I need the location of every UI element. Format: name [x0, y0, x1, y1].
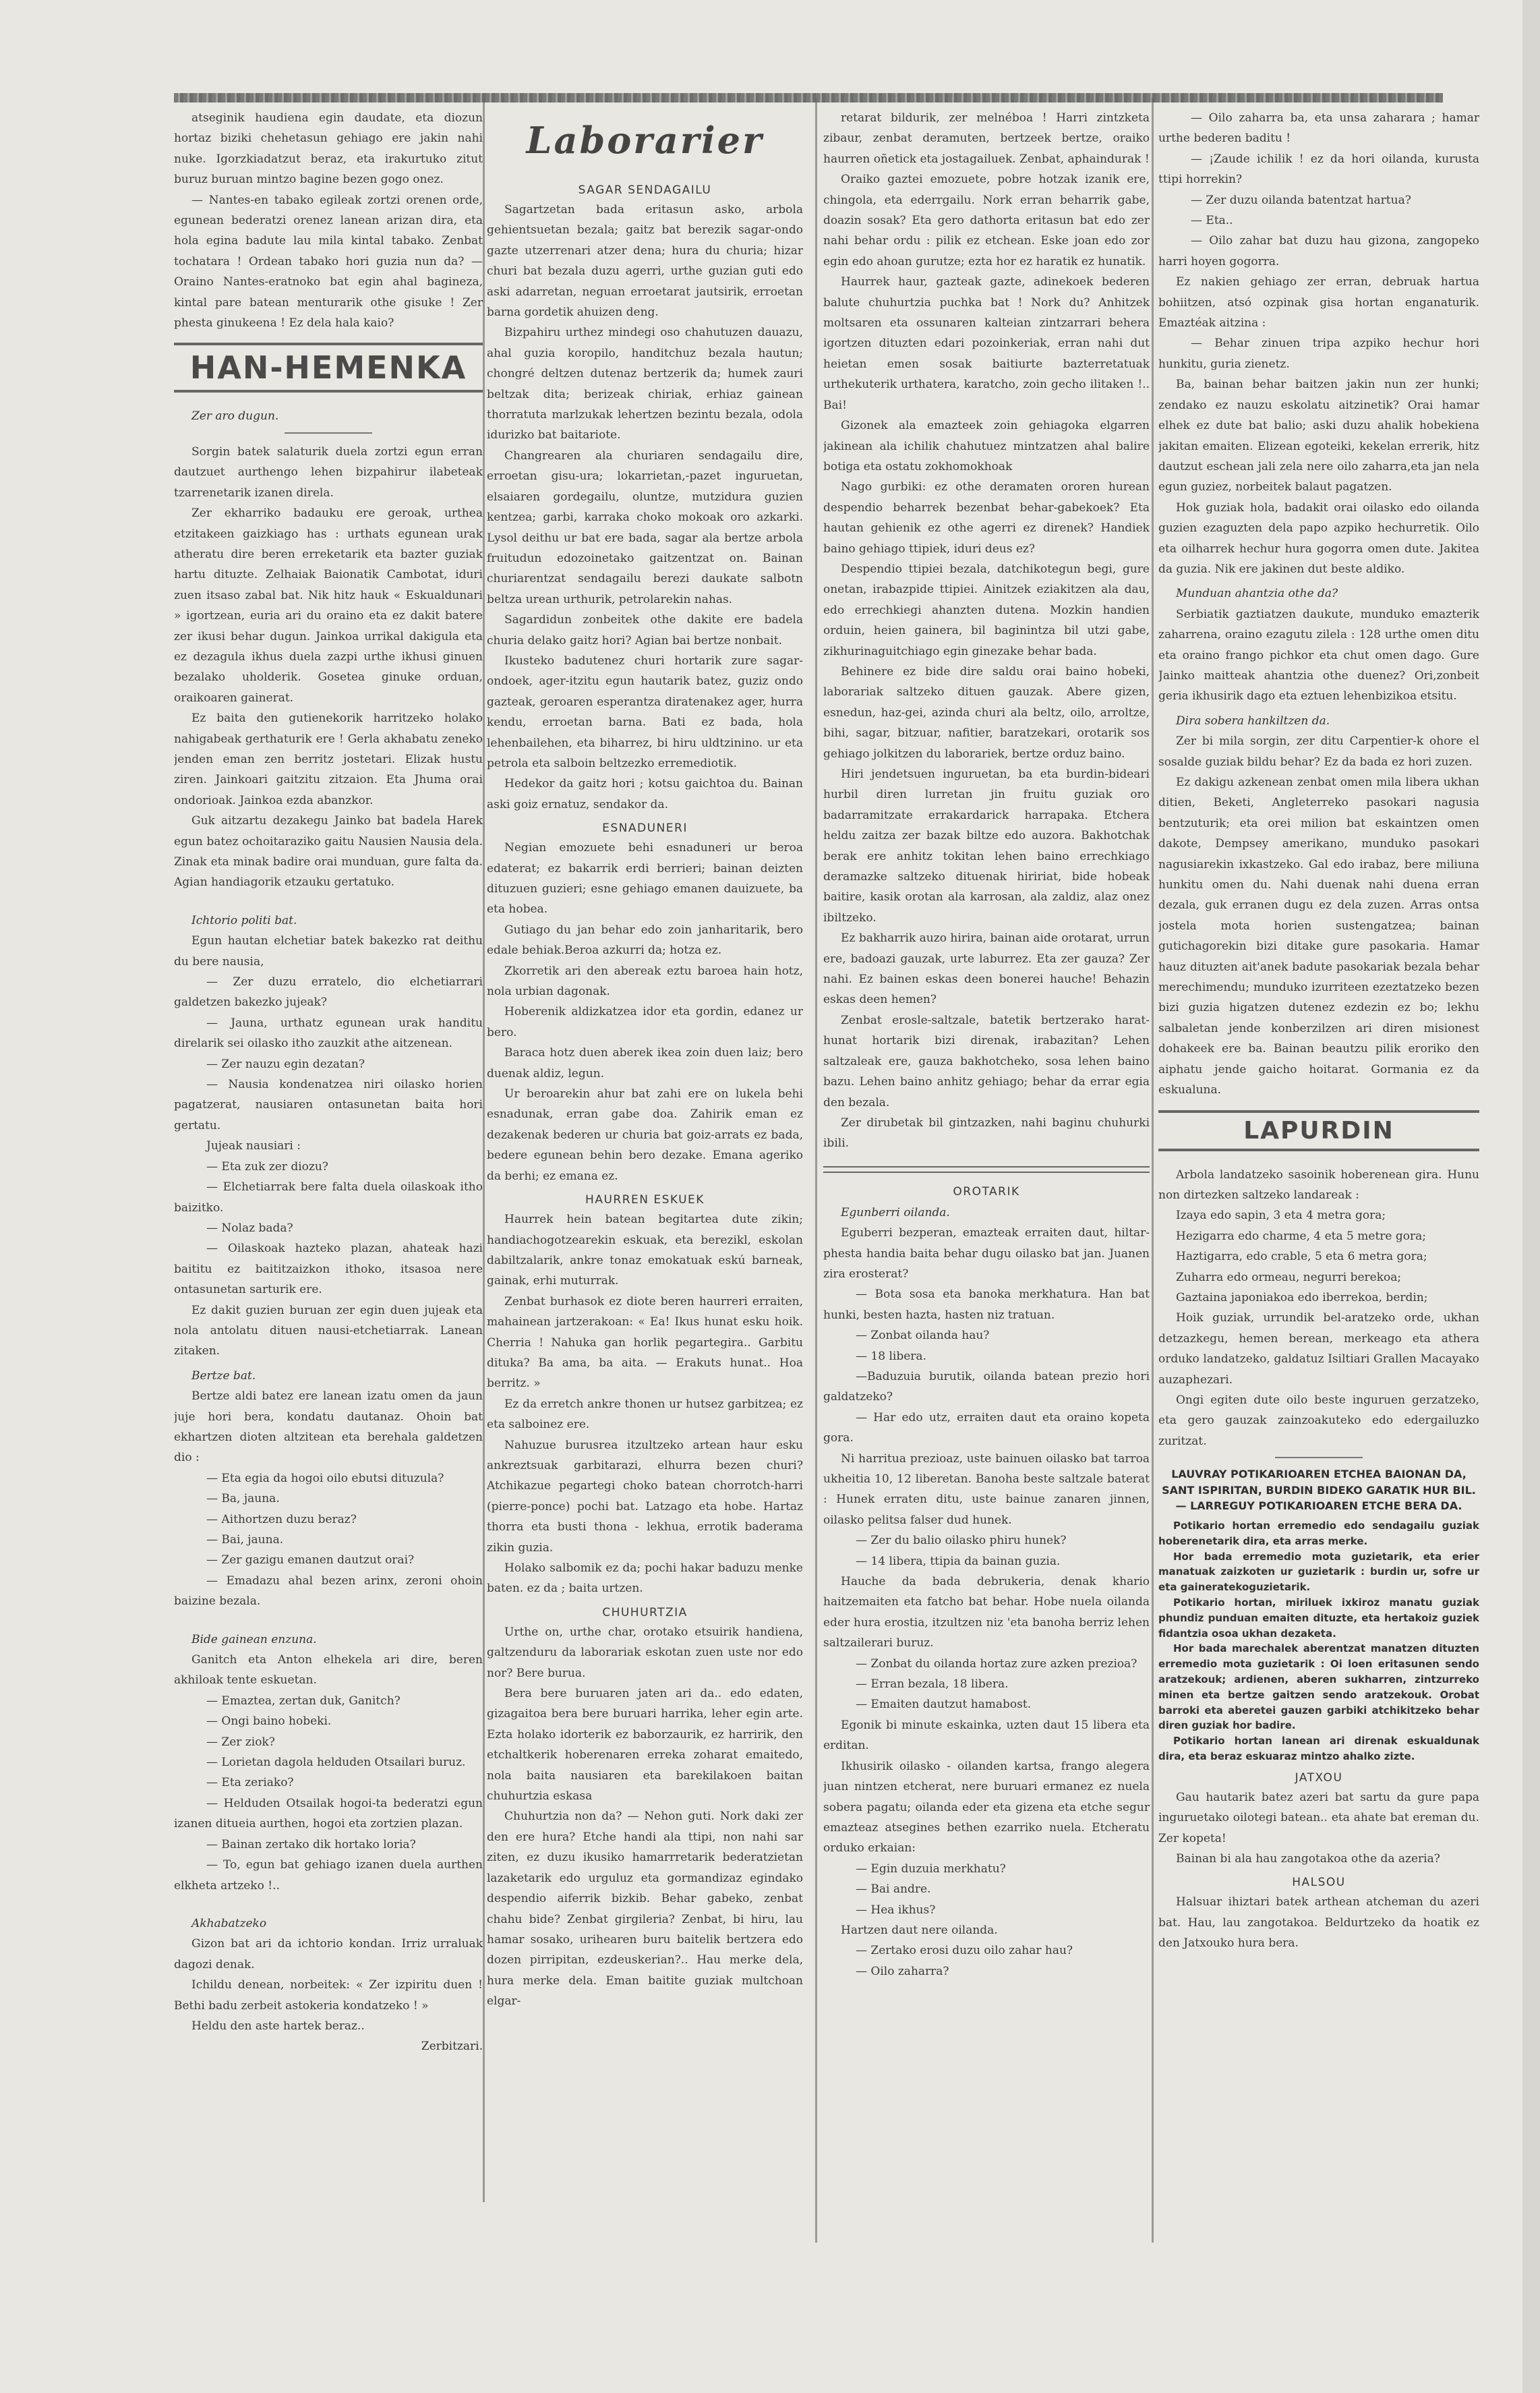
paragraph: Nago gurbiki: ez othe deramaten ororen hurean despendio beharrek bezenbat behar-gabekoek? Eta hautan gehienik ez othe agerri ez direnek? Handiek baino gehiago ttipiek, iduri deus ez? — [823, 480, 1150, 556]
dialogue-line: — Zertako erosi duzu oilo zahar hau? — [856, 1944, 1073, 1958]
paragraph: Eguberri bezperan, emazteak erraiten daut, hiltar-phesta handia baita behar dugu oilasko bat jan. Juanen zira erosterat? — [823, 1226, 1150, 1281]
dialogue-line: — Hea ikhus? — [856, 1903, 936, 1917]
column-divider — [1152, 98, 1154, 2243]
paragraph: Ikusteko badutenez churi hortarik zure sagar-ondoek, ager-itzitu egun hautarik batez, guziz ondo gazteak, geroaren esperantza diratenakez ager, hurra kendu, erroetan barna. Bati ez bada, hola lehenbailehen, eta biharrez, bi hiru uldtzinino. ur eta petrola eta salboin beltzezko erremediotik. — [487, 654, 803, 770]
dialogue-line: — Oilo zaharra? — [856, 1964, 949, 1978]
divider — [1275, 1457, 1363, 1458]
section-header-frame — [1158, 1110, 1479, 1151]
paragraph: Urthe on, urthe char, orotako etsuirik handiena, galtzenduru da laborariak eskotan zuen uste nor edo nor? Bere burua. — [487, 1625, 803, 1680]
column-divider — [483, 98, 485, 2202]
column-2 — [487, 108, 803, 2012]
paragraph: Ganitch eta Anton elhekela ari dire, beren akhiloak tente eskuetan. — [174, 1653, 483, 1688]
paragraph: Hiri jendetsuen inguruetan, ba eta burdin-bideari hurbil diren lurretan jin fruitu guziak oro badarramitzate errakardarick harrapaka. Etchera heldu zaitza zer bazak biltze edo auzora. Bakhotchak berak ere anhitz tokitan lehen baino errechkiago deramazke saltzeko dituenak hiririat, bide hobeak baitire, kasik orotan ala karrosan, ala zaldiz, alaz onez ibiltzeko. — [823, 768, 1150, 925]
paragraph: Zkorretik ari den abereak eztu baroea hain hotz, nola urbian dagonak. — [487, 964, 803, 999]
article-title: Munduan ahantzia othe da? — [1176, 587, 1338, 601]
dialogue-line: — Nolaz bada? — [206, 1221, 293, 1235]
article-title: HAURREN ESKUEK — [585, 1193, 705, 1207]
dialogue-line: — Emaiten dautzut hamabost. — [856, 1698, 1032, 1712]
dialogue-line: — Zer gazigu emanen dautzut orai? — [206, 1553, 415, 1567]
article-title: JATXOU — [1295, 1770, 1343, 1785]
masthead-rule — [174, 93, 1443, 103]
paragraph: Ba, bainan behar baitzen jakin nun zer hunki; zendako ez nauzu eskolatu aitzinetik? Orai hamar elhek ez dute bat balio; aski duzu ahalik hobekiena jakitan emaiten. Elizean egoteiki, kekelan errerik, hitz dautzut eschean jali zela nere oilo zaharra,eta jan nela egun guziez, norbeitek balaut pagatzen. — [1158, 378, 1479, 494]
paragraph: Gutiago du jan behar edo zoin janharitarik, bero edale behiak.Beroa azkurri da; hotza ez. — [487, 923, 803, 958]
dialogue-line: — Oilo zahar bat duzu hau gizona, zangopeko harri hoyen gogorra. — [1158, 234, 1479, 268]
paragraph: Ez bakharrik auzo hirira, bainan aide orotarat, urrun ere, badoazi gauzak, urte laburrez. Eta zer gauza? Zer nahi. Ez bainen eskas deen bonerei hauche! Behazin eskas deen hemen? — [823, 931, 1150, 1007]
paragraph: Zenbat erosle-saltzale, batetik bertzerako harat-hunat hortarik bizi direnak, irabazitan? Lehen saltzaleak ere, gauza bakhotcheko, sosa lehen baino bazu. Lehen baino anhitz gehiago; behar da errar egia den bezala. — [823, 1013, 1150, 1109]
spacer — [174, 1896, 483, 1909]
paragraph: Halsuar ihiztari batek arthean atcheman du azeri bat. Hau, lau zangotakoa. Beldurtzeko da hoatik ez den Jatxouko hura bera. — [1158, 1895, 1479, 1951]
column-3 — [823, 108, 1150, 1982]
notice-paragraph: Potikario hortan, miriluek ixkiroz manatu guziak phundiz punduan emaiten dituzte, eta hertakoiz guziek fidantzia osoa ukhan dezaketa. — [1158, 1596, 1479, 1640]
article-title: Bide gainean enzuna. — [191, 1632, 317, 1646]
paragraph: Zer dirubetak bil gintzazken, nahi baginu chuhurki ibili. — [823, 1116, 1150, 1151]
section-divider — [823, 1166, 1150, 1173]
list-item: Haztigarra, edo crable, 5 eta 6 metra gora; — [1176, 1250, 1427, 1264]
paragraph: Zer bi mila sorgin, zer ditu Carpentier-k ohore el sosalde guziak bildu behar? Ez da bada ez hori zuzen. — [1158, 734, 1479, 769]
paragraph: Behinere ez bide dire saldu orai baino hobeki, laborariak saltzeko dituen gauzak. Abere gizen, esnedun, haz-gei, azinda churi ala beltz, oilo, arroltze, bihi, sagar, bitzuar, nafitier, baratzekari, orotarik sos gehiago jolkitzen du laborariek, bertze orduz baino. — [823, 664, 1150, 761]
paragraph: Gizon bat ari da ichtorio kondan. Irriz urraluak dagozi denak. — [174, 1937, 483, 1971]
column-1 — [174, 108, 483, 2057]
paragraph: Sagardidun zonbeitek othe dakite ere badela churia delako gaitz hori? Agian bai bertze nonbait. — [487, 613, 803, 647]
article-title: Akhabatzeko — [191, 1916, 267, 1930]
paragraph: Sorgin batek salaturik duela zortzi egun erran dautzuet aurthengo lehen bizpahirur ilabeteak tzarrenetarik izanen direla. — [174, 444, 483, 500]
paragraph: Haurrek hein batean begitartea dute zikin; handiachogotzearekin eskuak, eta berezikl, eskolan dabiltzalarik, ankre tonaz emokatuak eskú barneak, gainak, erhi muturrak. — [487, 1213, 803, 1288]
list-item: Gaztaina japoniakoa edo iberrekoa, berdin; — [1176, 1290, 1428, 1304]
paragraph: Negian emozuete behi esnaduneri ur beroa edaterat; ez bakarrik erdi berrieri; bainan deizten dituzuen guzieri; esne gehiago emanen dauizuete, ba eta hobea. — [487, 841, 803, 917]
paragraph: — Nantes-en tabako egileak zortzi orenen orde, egunean bederatzi orenez lanean arizan dira, eta hola egina badute lau mila kintal tabako. Zenbat tochatara ! Ordean tabako hori guzia nun da? — Oraino Nantes-eratnoko bat egin ahal bagineza, kintal pare batean menturarik othe gisuke ! Zer phesta ginukeena ! Ez dela hala kaio? — [174, 193, 483, 330]
dialogue-line: — 14 libera, ttipia da bainan guzia. — [856, 1554, 1061, 1568]
section-header-frame — [174, 343, 483, 393]
article-title: HALSOU — [1292, 1876, 1346, 1890]
dialogue-line: — Eta zeriako? — [206, 1776, 294, 1790]
dialogue-line: — To, egun bat gehiago izanen duela aurthen elkheta artzeko !.. — [174, 1858, 483, 1893]
article-subtitle: Egunberri oilanda. — [841, 1205, 950, 1219]
dialogue-line: — Zonbat oilanda hau? — [856, 1329, 990, 1343]
pharmacy-notice-title: LAUVRAY POTIKARIOAREN ETCHEA BAIONAN DA, SANT ISPIRITAN, BURDIN BIDEKO GARATIK HUR BIL. — LARREGUY POTIKARIOAREN ETCHE BERA DA. — [1162, 1468, 1476, 1513]
article-title: Dira sobera hankiltzen da. — [1176, 714, 1330, 728]
list-item: Izaya edo sapin, 3 eta 4 metra gora; — [1176, 1209, 1386, 1223]
dialogue-line: — Bainan zertako dik hortako loria? — [206, 1837, 416, 1851]
dialogue-line: — Emaztea, zertan duk, Ganitch? — [206, 1694, 401, 1708]
paragraph: Baraca hotz duen aberek ikea zoin duen laiz; bero duenak aldiz, legun. — [487, 1046, 803, 1080]
paragraph: Nahuzue burusrea itzultzeko artean haur esku ankreztsuak garbitarazi, elhurra bezen churi? Atchikazue pegartegi choko batean chorrotch-harri (pierre-ponce) pochi bat. Latzago eta hobe. Hartaz thorra eta busti thona - lekhua, errotik baderama zikin guzia. — [487, 1438, 803, 1555]
paragraph: Zenbat burhasok ez diote beren haurreri erraiten, mahainean jartzerakoan: « Ea! Ikus hunat esku hoik. Cherria ! Nahuka gan horlik pegartegira.. Garbitu dituka? Ba ama, ba aita. — Erakuts hunat.. Hoa berritz. » — [487, 1294, 803, 1391]
notice-paragraph: Potikario hortan lanean ari direnak eskualdunak dira, eta beraz eskuaraz mintzo ahalko zizte. — [1158, 1735, 1479, 1762]
paragraph: Despendio ttipiei bezala, datchikotegun begi, gure onetan, irabazpide ttipiei. Ainitzek eziakitzen ala dau, edo errechkiegi ahanzten dutena. Mozkin handien orduin, heien gainera, bil baginintza bil utzi gabe, zikhurinaguitchiago egin ginezake behar bada. — [823, 562, 1150, 658]
paragraph: Ez da erretch ankre thonen ur hutsez garbitzea; ez eta salboinez ere. — [487, 1397, 803, 1432]
dialogue-line: — Zer duzu oilanda batentzat hartua? — [1191, 193, 1411, 207]
article-title: CHUHURTZIA — [602, 1605, 688, 1619]
dialogue-line: Jujeak nausiari : — [206, 1139, 301, 1153]
dialogue-line: — Helduden Otsailak hogoi-ta bederatzi egun izanen ditueia aurthen, hogoi eta zortzien plazan. — [174, 1796, 483, 1831]
dialogue-line: — Jauna, urthatz egunean urak handitu direlarik sei oilasko itho zauzkit athe aitzenean. — [174, 1016, 483, 1051]
paragraph: Ez baita den gutienekorik harritzeko holako nahigabeak gerthaturik ere ! Gerla akhabatu zeneko jenden eman zen berritz jostetari. Elizak hustu ziren. Jainkoari gaitzitu zitzaion. Eta Jhuma orai ondorioak. Jainkoa ezda abanzkor. — [174, 712, 483, 807]
dialogue-line: — Eta egia da hogoi oilo ebutsi dituzula? — [206, 1471, 444, 1485]
paragraph: Hoberenik aldizkatzea idor eta gordin, edanez ur bero. — [487, 1005, 803, 1039]
paragraph: Bizpahiru urthez mindegi oso chahutuzen dauazu, ahal guzia koropilo, handitchuz bezala hautun; chongré deltzen dutenaz bertzerik da; humek zauri beltzak dita; berizeak chiriak, erhiaz gainean thorratuta marlzukak lehertzen bezintu bezala, odola idurizko bat baitariote. — [487, 326, 803, 442]
dialogue-line: — Lorietan dagola helduden Otsailari buruz. — [206, 1756, 466, 1770]
paragraph: Serbiatik gaztiatzen daukute, munduko emazterik zaharrena, oraino ezagutu zilela : 128 urthe omen ditu eta oraino frango pichkor eta chut omen dago. Gure Jainko maitteak ahantzia othe duenez? Ori,zonbeit geria ikhusirik dago eta eztuen lehenbizikoa etsitu. — [1158, 607, 1479, 703]
paragraph: Ni harritua prezioaz, uste bainuen oilasko bat tarroa ukheitia 10, 12 liberetan. Banoha beste saltzale baterat : Hunek erraten ditu, uste bainue zanaren jinnen, oilasko pelitsa falser dud hunek. — [823, 1451, 1150, 1527]
paragraph: Bertze aldi batez ere lanean izatu omen da jaun juje hori bera, kondatu dautanaz. Ohoin bat ekhartzen dioten altzitean eta berehala galdetzen dio : — [174, 1389, 483, 1465]
dialogue-line: — Bai, jauna. — [206, 1533, 284, 1547]
dialogue-line: — Zer nauzu egin dezatan? — [206, 1057, 365, 1071]
article-title: ESNADUNERI — [602, 821, 688, 836]
paragraph: Hok guziak hola, badakit orai oilasko edo oilanda guzien ezaguzten dela papo azpiko hechurretik. Oilo eta oilharrek hechur hura gogorra omen dute. Jakitea da guzia. Nik ere jakinen dut beste aldiko. — [1158, 500, 1479, 576]
paragraph: Arbola landatzeko sasoinik hoberenean gira. Hunu non dirtezken saltzeko landareak : — [1158, 1167, 1479, 1202]
article-title: OROTARIK — [953, 1184, 1020, 1199]
paragraph: Hedekor da gaitz hori ; kotsu gaichtoa du. Bainan aski goiz ernatuz, sendakor da. — [487, 777, 803, 811]
paragraph: Ez dakit guzien buruan zer egin duen jujeak eta nola antolatu dituen nausi-etchetiarrak. Lanean zitaken. — [174, 1303, 483, 1358]
notice-paragraph: Hor bada erremedio mota guzietarik, eta erier manatuak zaizkoten ur guzietarik : burdin ur, sofre ur eta gaineratekoguzietarik. — [1158, 1550, 1479, 1594]
section-title-laborarier: Laborarier — [526, 119, 764, 162]
dialogue-line: — Bai andre. — [856, 1882, 931, 1897]
notice-paragraph: Hor bada marechalek aberentzat manatzen dituzten erremedio mota guzietarik : Oi loen eritasunen sendo aratzekouk; ardienen, aberen sukharren, zintzurreko minen eta bertze gaitzen sendo aratzekouk. Orobat barroki eta aberetei gauzen garbiki atchikitzeko behar diren guziak hor badire. — [1158, 1642, 1479, 1732]
paragraph: Chuhurtzia non da? — Nehon guti. Nork daki zer den ere hura? Etche handi ala ttipi, non nahi sar ziten, ez duzu ikusiko hamarrretarik bederatzietan lazaketarik edo urguluz eta gormandizaz egindako despendio aiferrik bizkib. Behar gabeko, zenbat chahu bide? Zenbat girgileria? Zenbat, bi hiru, lau hamar sosako, urihearen buru baitelik bertzera edo dozen pirripitan, ezdeuskerian?.. Hau merke dela, hura merke dela. Eman baitite guziak multchoan elgar- — [487, 1810, 803, 2009]
list-item: Hezigarra edo charme, 4 eta 5 metre gora; — [1176, 1229, 1426, 1243]
list-item: Zuharra edo ormeau, negurri berekoa; — [1176, 1270, 1402, 1284]
dialogue-line: — Egin duzuia merkhatu? — [856, 1862, 1006, 1876]
dialogue-line: — Ba, jauna. — [206, 1492, 280, 1506]
dialogue-line: — Oilo zaharra ba, eta unsa zaharara ; hamar urthe bederen baditu ! — [1158, 111, 1479, 146]
paragraph: Ikhusirik oilasko - oilanden kartsa, frango alegera juan nintzen etcherat, nere buruari ermanez ez nuela sobera pagatu; oilanda eder eta gizena eta etche segur emazteaz atsegines bethen ezarriko nuela. Etcheratu orduko erkaian: — [823, 1759, 1150, 1855]
dialogue-line: — Bota sosa eta banoka merkhatura. Han bat hunki, besten hazta, hasten niz tratuan. — [823, 1288, 1150, 1322]
dialogue-line: — Elchetiarrak bere falta duela oilaskoak itho baizitko. — [174, 1180, 483, 1215]
paragraph: Ez nakien gehiago zer erran, debruak hartua bohiitzen, atsó ozpinak gisa hortan enganaturik. Emaztéak aitzina : — [1158, 275, 1479, 330]
dialogue-line: — Har edo utz, erraiten daut eta oraino kopeta gora. — [823, 1410, 1150, 1445]
article-title: Bertze bat. — [191, 1368, 256, 1383]
article-title: Zer aro dugun. — [191, 409, 279, 424]
dialogue-line: — Erran bezala, 18 libera. — [856, 1677, 1009, 1692]
dialogue-line: — Eta zuk zer diozu? — [206, 1159, 328, 1174]
dialogue-line: — Zer ziok? — [206, 1735, 275, 1749]
section-title-han-hemenka: HAN-HEMENKA — [189, 349, 467, 386]
paragraph: Hoik guziak, urrundik bel-aratzeko orde, ukhan detzazkegu, hemen berean, merkeago eta athera orduko landatzeko, galdatuz Isiltiari Grallen Macayako auzaphezari. — [1158, 1311, 1479, 1387]
section-title-lapurdin: LAPURDIN — [1243, 1116, 1394, 1145]
paragraph: Zer ekharriko badauku ere geroak, urthea etzitakeen gaizkiago has : urthats egunean urak atheratu dire beren erreketarik eta bazter guziak hartu dituzte. Zelhaiak Baionatik Cambotat, iduri zuen itsaso zabal bat. Nik hitz hauk « Eskualdunari » igortzean, euria ari du oraino eta ez dakit batere zer ikusi behar dugun. Jainkoa urrikal dakigula eta ez dezagula ikhus duela zazpi urthe ikhusi ginuen bezalako uholderik. Gosetea ginuke orduan, oraikoaren gainerat. — [174, 507, 483, 705]
dialogue-line: — 18 libera. — [856, 1349, 926, 1363]
paragraph: Ez dakigu azkenean zenbat omen mila libera ukhan ditien, Beketi, Angleterreko pasokari nagusia bentzuturik; eta orei milion bat eskaintzen omen dakote, Dempsey amerikano, munduko pasokari nagusiarekin ixkastzeko. Gal edo irabaz, bere miliuna hunkitu omen du. Nahi duenak nahi duena erran dezala, guk erranen dugu ez dela zuzen. Arras ontsa jostela mota horien sustengatzea; bainan gutichagorekin bizi ditake gure pasokaria. Hamar hauz dituzten ait'anek badute pasokariak bezala behar merechimendu; munduko izurriteen ezeztatzeko bezen bizi guzia higatzen dutenez ezdezin ez bo; lekhu salbaletan jende konberzilzen ari diren misionest dohakeek ere ba. Bainan beautzu pilik eroriko den aiphatu jende gaicho hoitarat. Gormania ez da eskualuna. — [1158, 776, 1479, 1097]
paragraph: Ur beroarekin ahur bat zahi ere on lukela behi esnadunak, erran gabe doa. Zahirik eman ez dezakenak bederen ur churia bat goiz-arrats ez bada, bedere egunean behin bero dezake. Emana ageriko da berhi; ez emana ez. — [487, 1087, 803, 1183]
dialogue-line: — Oilaskoak hazteko plazan, ahateak hazi baititu ez baititzaizkon ithoko, itsasoa nere ontasunetan sarturik ere. — [174, 1242, 483, 1297]
spacer — [174, 1612, 483, 1625]
paragraph: Oraiko gaztei emozuete, pobre hotzak izanik ere, chingola, eta ederrgailu. Nork erran beharrik gabe, doazin sosak? Eta gero dathorta eritasun bat edo zer nahi behar ordu : pilik ez etchean. Eske joan edo zor egin edo ahoan gurutze; ezta hor ez haratik ez hunatik. — [823, 173, 1150, 268]
paragraph: Bera bere buruaren jaten ari da.. edo edaten, gizagaitoa bera bere buruari harrika, leher egin arte. Ezta holako idorterik ez baborzaurik, ez harririk, den etchaltkerik hoberenaren erreka zoharat emaitedo, nola baita nausiaren eta barekilakoen baitan chuhurtzia eskasa — [487, 1687, 803, 1804]
dialogue-line: — Eta.. — [1191, 214, 1233, 228]
dialogue-line: —Baduzuia burutik, oilanda batean prezio hori galdatzeko? — [823, 1369, 1150, 1404]
column-4 — [1158, 108, 1479, 1954]
dialogue-line: — Zer du balio oilasko phiru hunek? — [856, 1534, 1067, 1548]
author-signature: Zerbitzari. — [421, 2040, 483, 2054]
paragraph: Ichildu denean, norbeitek: « Zer izpiritu duen ! Bethi badu zerbeit astokeria kondatzeko ! » — [174, 1978, 483, 2013]
paragraph: retarat bildurik, zer melnéboa ! Harri zintzketa zibaur, zenbat deramuten, bertzeek bertze, oraiko haurren oñetick eta jostagailuek. Zenbat, aphaindurak ! — [823, 111, 1150, 166]
dialogue-line: — Emadazu ahal bezen arinx, zeroni ohoin baizine bezala. — [174, 1574, 483, 1609]
dialogue-line: — Ongi baino hobeki. — [206, 1714, 332, 1729]
paragraph: Bainan bi ala hau zangotakoa othe da azeria? — [1176, 1851, 1440, 1866]
divider — [285, 432, 372, 434]
dialogue-line: — Behar zinuen tripa azpiko hechur hori hunkitu, guria zienetz. — [1158, 337, 1479, 371]
dialogue-line: — Aithortzen duzu beraz? — [206, 1512, 357, 1526]
dialogue-line: — Nausia kondenatzea niri oilasko horien pagatzerat, nausiaren ontasunetan baita hori gertatu. — [174, 1078, 483, 1132]
paragraph: Ongi egiten dute oilo beste inguruen gerzatzeko, eta gero gauzak zainzoakuteko edo edergailuzko zuritzat. — [1158, 1393, 1479, 1448]
paragraph: Haurrek haur, gazteak gazte, adinekoek bederen balute chuhurtzia puchka bat ! Nork du? Anhitzek moltsaren eta ossunaren kalteian zintzarrari behera igortzen dituzten edari pozoinkeriak, erran nahi dut heietan emen sosak baitiurte bazterretatuak urthekuterik urthatera, karatcho, zoin gecho ilitaken !.. Bai! — [823, 275, 1150, 412]
article-title: SAGAR SENDAGAILU — [578, 183, 712, 197]
dialogue-line: — Zonbat du oilanda hortaz zure azken prezioa? — [856, 1656, 1137, 1671]
paragraph: atseginik haudiena egin daudate, eta diozun hortaz biziki chehetasun gehiago ere jakin nahi nuke. Igorzkiadatzut beraz, eta irakurtuko zitut buruz buruan mintzo bagine bezen gogo onez. — [174, 111, 483, 187]
paragraph: Gau hautarik batez azeri bat sartu da gure papa inguruetako oilotegi batean.. eta ahate bat ereman du. Zer kopeta! — [1158, 1790, 1479, 1845]
dialogue-line: — ¡Zaude ichilik ! ez da hori oilanda, kurusta ttipi horrekin? — [1158, 152, 1479, 187]
paragraph: Egun hautan elchetiar batek bakezko rat deithu du bere nausia, — [174, 934, 483, 969]
paragraph: Changrearen ala churiaren sendagailu dire, erroetan gisu-ura; lokarrietan,-pazet inguruetan, elsaiaren gordegailu, oluntze, mutzidura guzien kentzea; garbi, karraka choko mokoak oro azkarki. Lysol deithu ur bat ere bada, sagar ala bertze arbola fruitudun edozoinetako gaitzentzat on. Bainan churiarentzat sendagailu berezi daukate salbotn beltza urean urthurik, petrolarekin nahas. — [487, 449, 803, 606]
paragraph: Heldu den aste hartek beraz.. — [191, 2019, 365, 2033]
paragraph: Hauche da bada debrukeria, denak khario haitzemaiten eta fatcho bat behar. Hobe nuela oilanda eder hura erostia, itzultzen niz 'eta banoha berriz lehen saltzailerari buruz. — [823, 1575, 1150, 1650]
article-title: Ichtorio politi bat. — [191, 913, 297, 927]
paragraph: Holako salbomik ez da; pochi hakar baduzu menke baten. ez da ; baita urtzen. — [487, 1561, 803, 1596]
paragraph: Sagartzetan bada eritasun asko, arbola gehientsuetan bezala; gaitz bat berezik sagar-ondo gazte utzerrenari atzer dena; hura du churia; hizar churi bat bezala duzu agerri, urthe guzian guti edo aski adarretan, neguan erroetarat jautsirik, erroetan barna gordetik ahuizen deng. — [487, 203, 803, 320]
dialogue-line: — Zer duzu erratelo, dio elchetiarrari galdetzen bakezko jujeak? — [174, 975, 483, 1010]
page-edge — [1522, 0, 1540, 2393]
column-divider — [815, 98, 817, 2243]
spacer — [174, 893, 483, 906]
paragraph: Gizonek ala emazteek zoin gehiagoka elgarren jakinean ala ichilik chahutuez mintzatzen ahal balire botiga eta ostatu zokhomokhoak — [823, 419, 1150, 473]
paragraph: Guk aitzartu dezakegu Jainko bat badela Harek egun batez ochoitaraziko gaitu Nausien Nausia dela. Zinak eta minak badire orai munduan, gure falta da. Agian handiagorik etzauku gertatuko. — [174, 814, 483, 890]
paragraph: Hartzen daut nere oilanda. — [841, 1923, 998, 1937]
notice-paragraph: Potikario hortan erremedio edo sendagailu guziak hoberenetarik dira, eta arras merke. — [1158, 1519, 1479, 1547]
paragraph: Egonik bi minute eskainka, uzten daut 15 libera eta erditan. — [823, 1718, 1150, 1753]
